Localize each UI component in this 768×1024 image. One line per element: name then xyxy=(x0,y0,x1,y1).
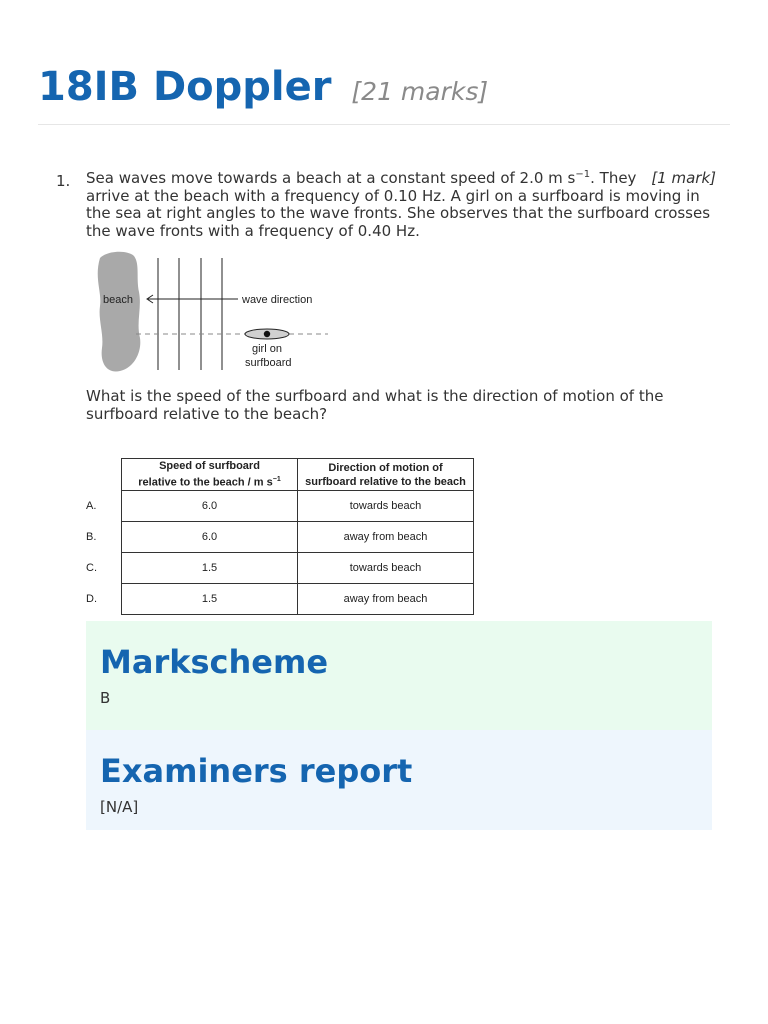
header-speed: Speed of surfboard relative to the beach / m $s^{-1}$ xyxy=(122,459,298,491)
markscheme-answer: B xyxy=(100,689,111,707)
header-direction: Direction of motion of surfboard relative to the beach xyxy=(298,459,474,491)
question-text-part2: . They arrive at the beach with a frequency of 0.10 Hz. A girl on a surfboard is moving in the sea at right angles to the wave fronts. She observes that the surfboard crosses the wave fronts with a frequency of 0.40 Hz. xyxy=(86,169,711,240)
page-title xyxy=(38,64,488,110)
option-direction: away from beach xyxy=(298,522,474,553)
doppler-diagram xyxy=(86,248,336,374)
girl-label-line1: girl on xyxy=(252,343,282,355)
examiners-report-text: [N/A] xyxy=(100,798,139,816)
girl-dot-icon xyxy=(264,331,270,337)
option-letter: D. xyxy=(86,593,97,605)
title-text: 18IB Doppler xyxy=(38,64,332,110)
girl-label-line2: surfboard xyxy=(245,357,292,369)
options-table xyxy=(82,458,474,615)
option-letter: A. xyxy=(86,500,97,512)
wave-direction-label: wave direction xyxy=(242,294,313,306)
question-marks: [1 mark] xyxy=(651,169,716,187)
table-row xyxy=(82,553,474,584)
beach-label: beach xyxy=(103,294,133,306)
question-text xyxy=(86,170,716,240)
option-direction: towards beach xyxy=(298,491,474,522)
examiners-report-heading: Examiners report xyxy=(100,752,413,790)
option-letter: B. xyxy=(86,531,97,543)
blank-corner xyxy=(82,459,122,491)
question-number: 1. xyxy=(56,172,71,190)
option-direction: towards beach xyxy=(298,553,474,584)
table-row xyxy=(82,491,474,522)
title-divider xyxy=(38,124,730,125)
option-speed: 1.5 xyxy=(122,553,298,584)
question-exponent: −1 xyxy=(575,169,591,180)
option-letter: C. xyxy=(86,562,97,574)
options-header-row xyxy=(82,459,474,491)
examiners-report-section xyxy=(86,730,712,830)
question-prompt: What is the speed of the surfboard and what is the direction of motion of the surfboard relative to the beach? xyxy=(86,387,664,423)
option-speed: 1.5 xyxy=(122,584,298,615)
markscheme-section xyxy=(86,621,712,730)
markscheme-heading: Markscheme xyxy=(100,643,329,681)
option-speed: 6.0 xyxy=(122,522,298,553)
total-marks: [21 marks] xyxy=(351,77,489,106)
beach-shape xyxy=(98,252,141,372)
table-row xyxy=(82,522,474,553)
table-row xyxy=(82,584,474,615)
option-direction: away from beach xyxy=(298,584,474,615)
option-speed: 6.0 xyxy=(122,491,298,522)
question-text-part1: Sea waves move towards a beach at a constant speed of 2.0 m s xyxy=(86,169,576,187)
